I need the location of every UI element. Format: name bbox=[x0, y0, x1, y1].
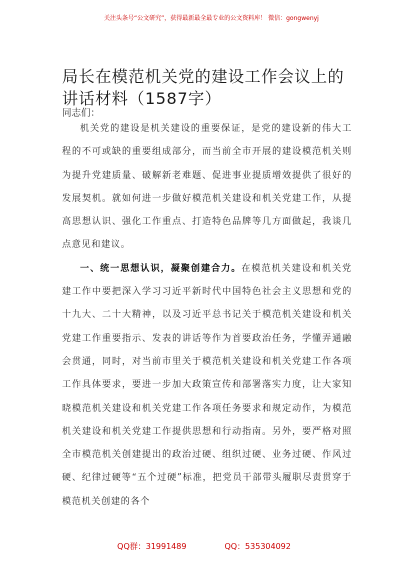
footer-contacts bbox=[0, 540, 408, 554]
section-heading: 一、统一思想认识，凝聚创建合力。 bbox=[80, 263, 242, 274]
paragraph-section-one bbox=[62, 258, 352, 514]
section-text: 在模范机关建设和机关党建工作中要把深入学习习近平新时代中国特色社会主义思想和党的十九大、二十大精神，以及习近平总书记关于模范机关建设和机关党建工作重要指示、发表的讲话等作为首要政治任务，学懂弄通融会贯通，同时，对当前市里关于模范机关建设和机关党建工作各项工作具体要求，要进一步加大政策宣传和部署落实力度，让大家知晓模范机关建设和机关党建工作各项任务要求和规定动作，为模范机关建设和机关党建工作提供思想和行动指南。另外，要严格对照全市模范机关创建提出的政治过硬、组织过硬、业务过硬、作风过硬、纪律过硬等“五个过硬”标准，把党员干部带头履职尽责贯穿于模范机关创建的各个 bbox=[62, 263, 352, 507]
salutation: 同志们： bbox=[62, 108, 101, 119]
header-banner: 关注头条号“公文研究”，获得最新最全最专业的公文资料库！ 微信：gongwenyj bbox=[104, 15, 319, 22]
document-title: 局长在模范机关党的建设工作会议上的讲话材料（1587字） bbox=[62, 67, 345, 108]
footer-qq-group: QQ群：31991489 bbox=[117, 542, 187, 551]
footer-qq: QQ：535304092 bbox=[224, 542, 291, 551]
document-body bbox=[62, 118, 352, 528]
paragraph-intro: 机关党的建设是机关建设的重要保证，是党的建设新的伟大工程的不可或缺的重要组成部分，而当前全市开展的建设模范机关则为提升党建质量、破解新老难题、促进事业提质增效提供了很好的发展契机。就如何进一步做好模范机关建设和机关党建工作，从提高思想认识、强化工作重点、打造特色品牌等几方面做起，我谈几点意见和建议。 bbox=[62, 124, 352, 251]
